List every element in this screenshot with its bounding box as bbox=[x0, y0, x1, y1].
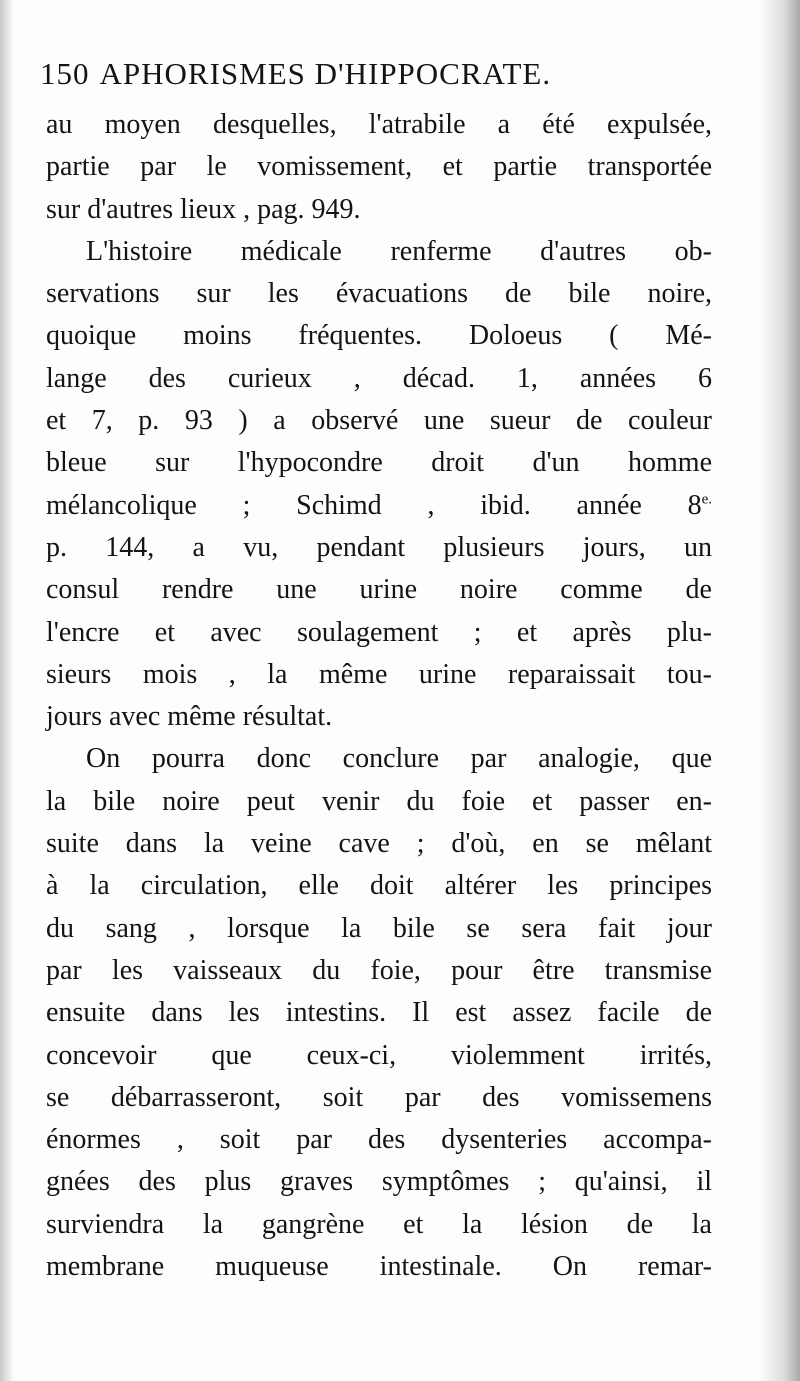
page-number: 150 bbox=[40, 56, 90, 91]
text-line: p. 144, a vu, pendant plusieurs jours, un bbox=[46, 531, 712, 563]
running-title: APHORISMES D'HIPPOCRATE. bbox=[99, 56, 552, 91]
text-line-content: mélancolique ; Schimd , ibid. année 8 bbox=[46, 489, 702, 521]
paragraph-first-line: On pourra donc conclure par analogie, que bbox=[86, 743, 712, 775]
text-line: l'encre et avec soulagement ; et après plu- bbox=[46, 616, 712, 648]
text-line: se débarrasseront, soit par des vomissemens bbox=[46, 1081, 712, 1113]
paragraph-first-line: L'histoire médicale renferme d'autres ob- bbox=[86, 235, 712, 267]
text-line: partie par le vomissement, et partie transportée bbox=[46, 151, 712, 183]
text-line: ensuite dans les intestins. Il est assez facile de bbox=[46, 997, 712, 1029]
text-line: gnées des plus graves symptômes ; qu'ainsi, il bbox=[46, 1166, 712, 1198]
text-line: du sang , lorsque la bile se sera fait jour bbox=[46, 912, 712, 944]
text-line: jours avec même résultat. bbox=[46, 701, 333, 733]
text-line: servations sur les évacuations de bile noire, bbox=[46, 278, 712, 310]
text-line: consul rendre une urine noire comme de bbox=[46, 574, 712, 606]
text-line: énormes , soit par des dysenteries accompa- bbox=[46, 1124, 712, 1156]
page-edge-shadow bbox=[760, 0, 800, 1381]
text-line: sur d'autres lieux , pag. 949. bbox=[46, 193, 361, 225]
text-line: sieurs mois , la même urine reparaissait tou- bbox=[46, 658, 712, 690]
running-header bbox=[40, 56, 740, 100]
text-line: bleue sur l'hypocondre droit d'un homme bbox=[46, 447, 712, 479]
text-line: membrane muqueuse intestinale. On remar- bbox=[46, 1251, 712, 1283]
text-line: par les vaisseaux du foie, pour être transmise bbox=[46, 954, 712, 986]
body-text bbox=[46, 104, 712, 1288]
text-line: au moyen desquelles, l'atrabile a été expulsée, bbox=[46, 109, 712, 140]
text-line: surviendra la gangrène et la lésion de la bbox=[46, 1208, 712, 1240]
text-line: à la circulation, elle doit altérer les principes bbox=[46, 870, 712, 902]
text-line: la bile noire peut venir du foie et passer en- bbox=[46, 785, 712, 817]
text-line: concevoir que ceux-ci, violemment irrités, bbox=[46, 1039, 712, 1071]
text-line bbox=[46, 485, 712, 527]
text-line: et 7, p. 93 ) a observé une sueur de couleur bbox=[46, 405, 712, 437]
ordinal-superscript: e. bbox=[701, 491, 712, 508]
text-line: lange des curieux , décad. 1, années 6 bbox=[46, 362, 712, 394]
text-line: suite dans la veine cave ; d'où, en se mêlant bbox=[46, 828, 712, 860]
page-gutter-shadow bbox=[0, 0, 14, 1381]
text-line: quoique moins fréquentes. Doloeus ( Mé- bbox=[46, 320, 712, 352]
